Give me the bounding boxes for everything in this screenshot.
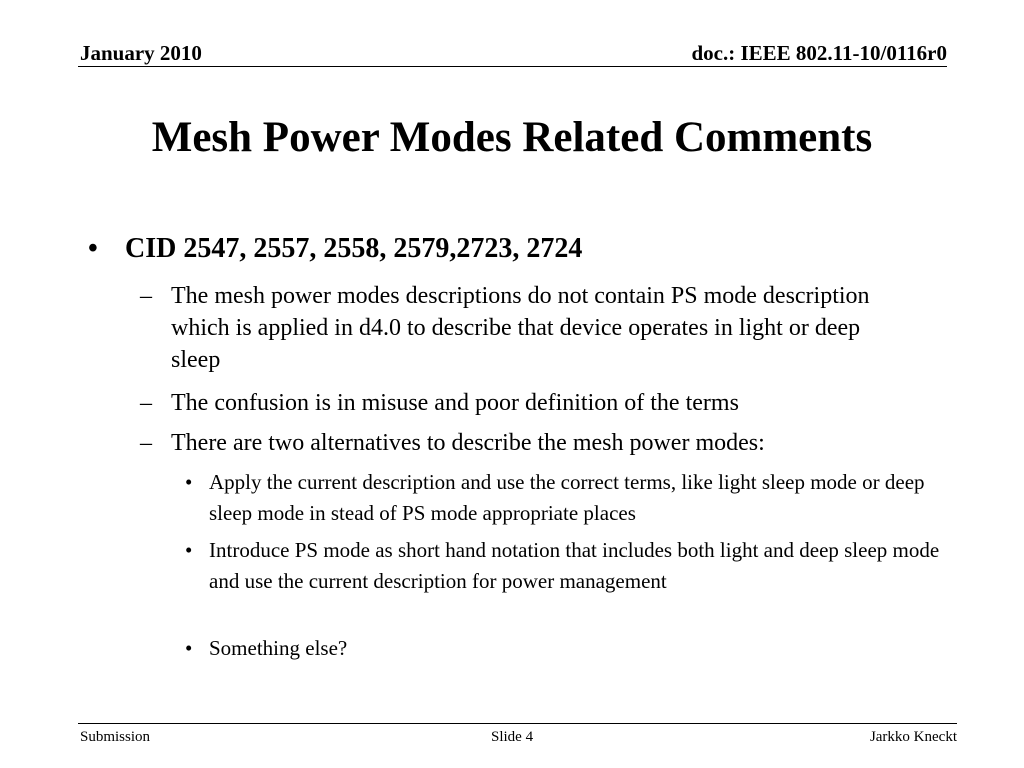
header-doc-id: doc.: IEEE 802.11-10/0116r0 [691,41,947,65]
footer-divider [78,723,957,724]
sub-item-text: The confusion is in misuse and poor definition of the terms [171,390,739,416]
dash-marker: – [140,430,152,456]
sub-item-text: There are two alternatives to describe the mesh power modes: [171,430,765,456]
footer-author: Jarkko Kneckt [869,729,957,745]
alternative-text: Apply the current description and use the correct terms, like light sleep mode or deep sleep mode in stead of PS mode appropriate places [209,470,925,525]
alternative-text: Introduce PS mode as short hand notation that includes both light and deep sleep mode and use the current description for power management [209,538,940,593]
dash-marker: – [140,390,152,416]
bullet-dot: • [185,538,193,562]
bullet-dot: • [185,636,193,660]
footer-slide-number: Slide 4 [491,729,534,745]
sub-item-text: The mesh power modes descriptions do not contain PS mode description which is applied in d4.0 to describe that device operates in light or deep sleep [171,283,870,373]
bullet-text: CID 2547, 2557, 2558, 2579,2723, 2724 [125,233,583,264]
header-divider [78,66,947,67]
bullet-dot: • [88,233,98,264]
slide-title: Mesh Power Modes Related Comments [151,114,873,161]
header-date: January 2010 [80,41,202,65]
bullet-dot: • [185,470,193,494]
alternative-text: Something else? [209,636,348,660]
dash-marker: – [140,283,152,309]
footer-submission: Submission [80,729,151,745]
